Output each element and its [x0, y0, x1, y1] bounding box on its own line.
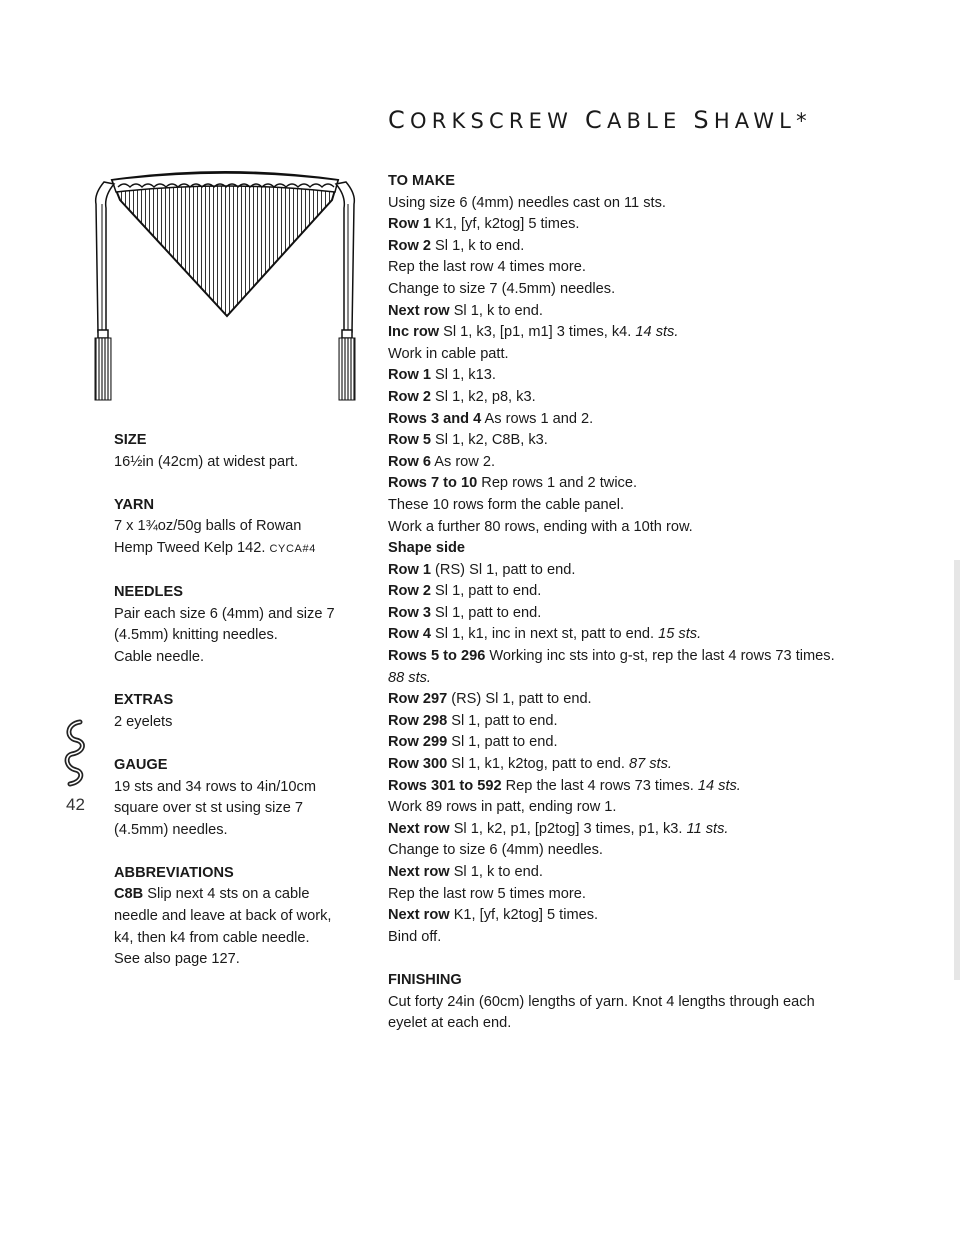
- finishing-line: eyelet at each end.: [388, 1015, 512, 1032]
- instruction-line: Change to size 6 (4mm) needles.: [388, 842, 603, 859]
- abbreviation-line: k4, then k4 from cable needle.: [114, 929, 310, 946]
- instruction-line: Rows 301 to 592 Rep the last 4 rows 73 times. 14 sts.: [388, 777, 741, 794]
- stitch-count: 88 sts.: [388, 669, 431, 686]
- instruction-label: Row 2: [388, 237, 431, 254]
- instruction-line: Next row Sl 1, k2, p1, [p2tog] 3 times, p1, k3. 11 sts.: [388, 820, 729, 837]
- to-make-heading: TO MAKE: [388, 173, 456, 189]
- gauge-section: [114, 755, 364, 841]
- gauge-line: 19 sts and 34 rows to 4in/10cm: [114, 778, 316, 795]
- instruction-label: Rows 5 to 296: [388, 648, 486, 665]
- size-section: [114, 430, 364, 473]
- shawl-illustration: [92, 164, 358, 406]
- page-edge-shadow: [954, 560, 960, 980]
- instruction-line: Bind off.: [388, 928, 442, 945]
- instruction-line: Row 299 Sl 1, patt to end.: [388, 734, 558, 751]
- instruction-label: Rows 7 to 10: [388, 475, 478, 492]
- abbreviation-line: C8B Slip next 4 sts on a cable: [114, 886, 310, 903]
- instruction-line: Change to size 7 (4.5mm) needles.: [388, 280, 616, 297]
- instruction-label: Row 3: [388, 604, 431, 621]
- instruction-steps: [388, 193, 908, 949]
- gauge-line: (4.5mm) needles.: [114, 821, 228, 838]
- instruction-line: Rep the last row 4 times more.: [388, 259, 586, 276]
- stitch-count: 14 sts.: [697, 777, 741, 794]
- instruction-label: Row 6: [388, 453, 431, 470]
- finishing-line: Cut forty 24in (60cm) lengths of yarn. Knot 4 lengths through each: [388, 993, 815, 1010]
- instruction-line: Rows 3 and 4 As rows 1 and 2.: [388, 410, 594, 427]
- title-word: CORKSCREW: [388, 106, 574, 134]
- cable-motif-icon: [62, 718, 88, 788]
- abbreviation-line: needle and leave at back of work,: [114, 908, 332, 925]
- instruction-line: Row 4 Sl 1, k1, inc in next st, patt to end. 15 sts.: [388, 626, 702, 643]
- instruction-line: Row 1 Sl 1, k13.: [388, 367, 496, 384]
- abbreviations-heading: ABBREVIATIONS: [114, 864, 234, 881]
- size-heading: SIZE: [114, 432, 147, 448]
- needles-line: Cable needle.: [114, 648, 205, 665]
- instruction-line: Row 2 Sl 1, k2, p8, k3.: [388, 388, 536, 405]
- instruction-line: Rows 5 to 296 Working inc sts into g-st, rep the last 4 rows 73 times.: [388, 648, 835, 665]
- instruction-line: Inc row Sl 1, k3, [p1, m1] 3 times, k4. 14 sts.: [388, 324, 679, 341]
- instruction-line: Rows 7 to 10 Rep rows 1 and 2 twice.: [388, 475, 638, 492]
- instruction-label: Rows 301 to 592: [388, 777, 502, 794]
- instruction-line: [388, 668, 908, 690]
- page-number: 42: [66, 795, 85, 814]
- instruction-label: Next row: [388, 864, 450, 880]
- instruction-line: Work in cable patt.: [388, 345, 509, 362]
- gauge-heading: GAUGE: [114, 756, 168, 773]
- instructions-column: [388, 171, 908, 1035]
- instruction-label: Row 297: [388, 691, 448, 708]
- title-word: CABLE: [584, 106, 682, 134]
- extras-section: [114, 690, 364, 733]
- instruction-label: Rows 3 and 4: [388, 410, 482, 427]
- instruction-line: Using size 6 (4mm) needles cast on 11 sts.: [388, 194, 666, 211]
- instruction-label: Row 298: [388, 712, 448, 729]
- yarn-line: 7 x 1¾oz/50g balls of Rowan: [114, 518, 302, 535]
- instruction-label: Next row: [388, 302, 450, 319]
- needles-line: Pair each size 6 (4mm) and size 7: [114, 605, 335, 622]
- instruction-line: Next row Sl 1, k to end.: [388, 864, 543, 880]
- instruction-line: Row 1 (RS) Sl 1, patt to end.: [388, 561, 576, 578]
- needles-heading: NEEDLES: [114, 584, 183, 601]
- instruction-label: Row 1: [388, 367, 431, 384]
- instruction-line: Row 5 Sl 1, k2, C8B, k3.: [388, 432, 548, 449]
- instruction-line: Row 2 Sl 1, patt to end.: [388, 583, 542, 600]
- yarn-heading: YARN: [114, 496, 155, 513]
- instruction-label: Shape side: [388, 540, 466, 557]
- instruction-label: Inc row: [388, 324, 440, 341]
- instruction-line: Work 89 rows in patt, ending row 1.: [388, 799, 617, 816]
- instruction-label: Row 299: [388, 734, 448, 751]
- stitch-count: 11 sts.: [686, 820, 729, 837]
- instruction-label: Row 1: [388, 561, 431, 578]
- title-asterisk: *: [796, 109, 812, 133]
- instruction-label: Row 4: [388, 626, 431, 643]
- gauge-line: square over st st using size 7: [114, 800, 303, 817]
- instruction-label: Row 1: [388, 216, 431, 233]
- instruction-line: Row 3 Sl 1, patt to end.: [388, 604, 542, 621]
- instruction-line: Row 2 Sl 1, k to end.: [388, 237, 525, 254]
- abbreviation-term: C8B: [114, 886, 144, 903]
- instruction-line: Next row Sl 1, k to end.: [388, 302, 543, 319]
- size-line: 16½in (42cm) at widest part.: [114, 453, 299, 470]
- instruction-line: Work a further 80 rows, ending with a 10th row.: [388, 518, 693, 535]
- needles-line: (4.5mm) knitting needles.: [114, 627, 278, 644]
- instruction-line: Row 298 Sl 1, patt to end.: [388, 712, 558, 729]
- abbreviation-line: See also page 127.: [114, 951, 240, 968]
- instruction-line: These 10 rows form the cable panel.: [388, 496, 625, 513]
- instruction-line: Row 297 (RS) Sl 1, patt to end.: [388, 691, 592, 708]
- finishing-heading: FINISHING: [388, 971, 462, 988]
- abbreviations-section: [114, 863, 364, 971]
- instruction-label: Row 2: [388, 583, 431, 600]
- instruction-label: Next row: [388, 907, 450, 924]
- instruction-line: Row 6 As row 2.: [388, 453, 496, 470]
- instruction-label: Row 5: [388, 432, 431, 449]
- needles-section: [114, 582, 364, 668]
- extras-line: 2 eyelets: [114, 713, 173, 730]
- instruction-label: Row 300: [388, 756, 448, 773]
- page-title: [388, 106, 812, 134]
- stitch-count: 87 sts.: [628, 756, 672, 773]
- left-column: [114, 430, 364, 992]
- instruction-line: Row 1 K1, [yf, k2tog] 5 times.: [388, 216, 580, 233]
- extras-heading: EXTRAS: [114, 692, 174, 709]
- yarn-line: Hemp Tweed Kelp 142. CYCA#4: [114, 539, 316, 556]
- instruction-line: Row 300 Sl 1, k1, k2tog, patt to end. 87 sts.: [388, 756, 672, 773]
- instruction-line: [388, 538, 908, 560]
- title-word: SHAWL: [693, 106, 797, 134]
- instruction-label: Next row: [388, 820, 450, 837]
- yarn-weight-code: CYCA#4: [269, 542, 316, 555]
- stitch-count: 15 sts.: [658, 626, 702, 643]
- instruction-line: Next row K1, [yf, k2tog] 5 times.: [388, 907, 599, 924]
- stitch-count: 14 sts.: [635, 324, 679, 341]
- yarn-section: [114, 495, 364, 561]
- instruction-label: Row 2: [388, 388, 431, 405]
- instruction-line: Rep the last row 5 times more.: [388, 885, 586, 902]
